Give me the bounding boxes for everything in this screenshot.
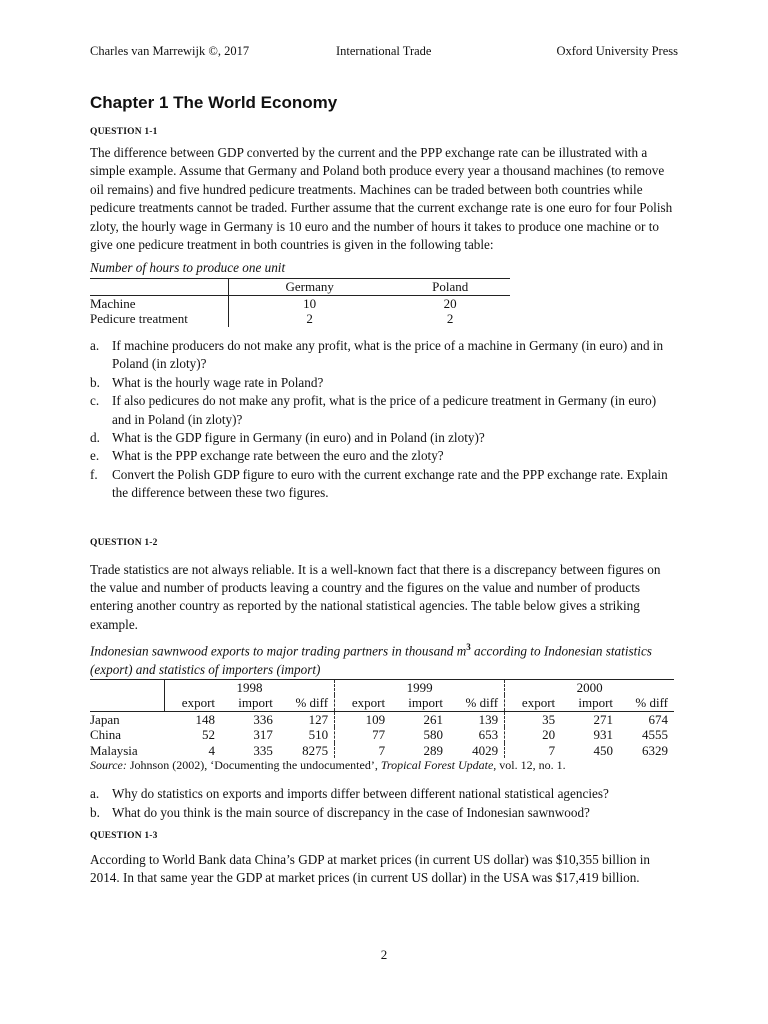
sub-header-row: export import % diff export import % diff export import % diff bbox=[90, 695, 674, 711]
col-poland: Poland bbox=[390, 279, 510, 296]
cell-germany: 2 bbox=[306, 311, 313, 327]
page-content bbox=[90, 92, 678, 888]
header-publisher: Oxford University Press bbox=[556, 44, 678, 58]
table-row: Malaysia 4 335 8275 7 289 4029 7 450 6329 bbox=[90, 742, 668, 758]
running-header bbox=[90, 44, 678, 62]
table-row: China 52 317 510 77 580 653 20 931 4555 bbox=[90, 727, 668, 743]
sawnwood-table-caption: Indonesian sawnwood exports to major trading partners in thousand $m^3$ according to Indonesian statistics (export) and statistics of importers (import) bbox=[90, 642, 652, 677]
question-1-3-label: QUESTION 1-3 bbox=[90, 830, 158, 841]
year-2000: 2000 bbox=[505, 679, 674, 695]
row-label: Machine bbox=[90, 295, 229, 311]
question-1-1-text: The difference between GDP converted by the current and the PPP exchange rate can be illustrated with a simple example. Assume that Germany and Poland both produce every year a thousand machines (to remove oil remains) and five hundred pedicure treatments. Machines can be traded between both countries while pedicure treatments cannot be traded. Further assume that the current exchange rate is one euro for four Polish zloty, the hourly wage in Germany is 10 euro and the number of hours it takes to produce one machine or to give one pedicure treatment in both countries is given in the following table: bbox=[90, 145, 673, 253]
question-1-1-items bbox=[90, 337, 678, 503]
list-item: a. Why do statistics on exports and imports differ between different national statistical agencies? bbox=[90, 786, 609, 802]
hours-table-header bbox=[90, 279, 510, 296]
list-item: f. Convert the Polish GDP figure to euro with the current exchange rate and the PPP exchange rate. Explain the difference between these two figures. bbox=[90, 466, 668, 501]
cell-germany: 10 bbox=[303, 295, 317, 311]
question-1-2-label: QUESTION 1-2 bbox=[90, 537, 158, 548]
hours-table-caption: Number of hours to produce one unit bbox=[90, 260, 286, 276]
col-germany: Germany bbox=[229, 279, 391, 296]
list-item: d. What is the GDP figure in Germany (in euro) and in Poland (in zloty)? bbox=[90, 429, 485, 445]
list-item: a. If machine producers do not make any profit, what is the price of a machine in Germany (in euro) and in Poland (in zloty)? bbox=[90, 337, 664, 372]
cell-poland: 20 bbox=[443, 295, 457, 311]
table-source: Source: Johnson (2002), ‘Documenting the undocumented’, Tropical Forest Update, vol. 12, no. 1. bbox=[90, 758, 566, 773]
table-row bbox=[90, 311, 510, 327]
year-1998: 1998 bbox=[165, 679, 335, 695]
year-header-row bbox=[90, 679, 674, 695]
question-1-2-text: Trade statistics are not always reliable. It is a well-known fact that there is a discrepancy between figures on the value and number of products leaving a country and the figures on the value and number of products entering another country as reported by the national statistical agencies. The table below gives a striking example. bbox=[90, 561, 661, 632]
page-number: 2 bbox=[380, 947, 388, 962]
year-1999: 1999 bbox=[335, 679, 505, 695]
hours-table bbox=[90, 278, 510, 327]
list-item: c. If also pedicures do not make any profit, what is the price of a pedicure treatment in Germany (in euro) and in Poland (in zloty)? bbox=[90, 393, 657, 427]
header-author: Charles van Marrewijk ©, 2017 bbox=[90, 44, 250, 58]
sawnwood-table bbox=[90, 679, 674, 759]
list-item: b. What is the hourly wage rate in Poland? bbox=[90, 374, 324, 390]
question-1-2-items bbox=[90, 785, 678, 822]
cell-poland: 2 bbox=[446, 311, 454, 327]
question-1-3-text: According to World Bank data China’s GDP at market prices (in current US dollar) was $10,355 billion in 2014. In that same year the GDP at market prices (in current US dollar) in the USA was $17,419 billion. bbox=[90, 851, 651, 886]
table-row bbox=[90, 295, 510, 311]
list-item: e. What is the PPP exchange rate between the euro and the zloty? bbox=[90, 448, 444, 464]
question-1-1-label: QUESTION 1-1 bbox=[90, 127, 158, 137]
row-label: Pedicure treatment bbox=[90, 311, 229, 327]
chapter-title: Chapter 1 The World Economy bbox=[90, 93, 338, 112]
header-book-title: International Trade bbox=[336, 44, 432, 58]
table-row: Japan 148 336 127 109 261 139 35 271 674 bbox=[90, 711, 668, 727]
list-item: b. What do you think is the main source of discrepancy in the case of Indonesian sawnwood? bbox=[90, 804, 590, 820]
